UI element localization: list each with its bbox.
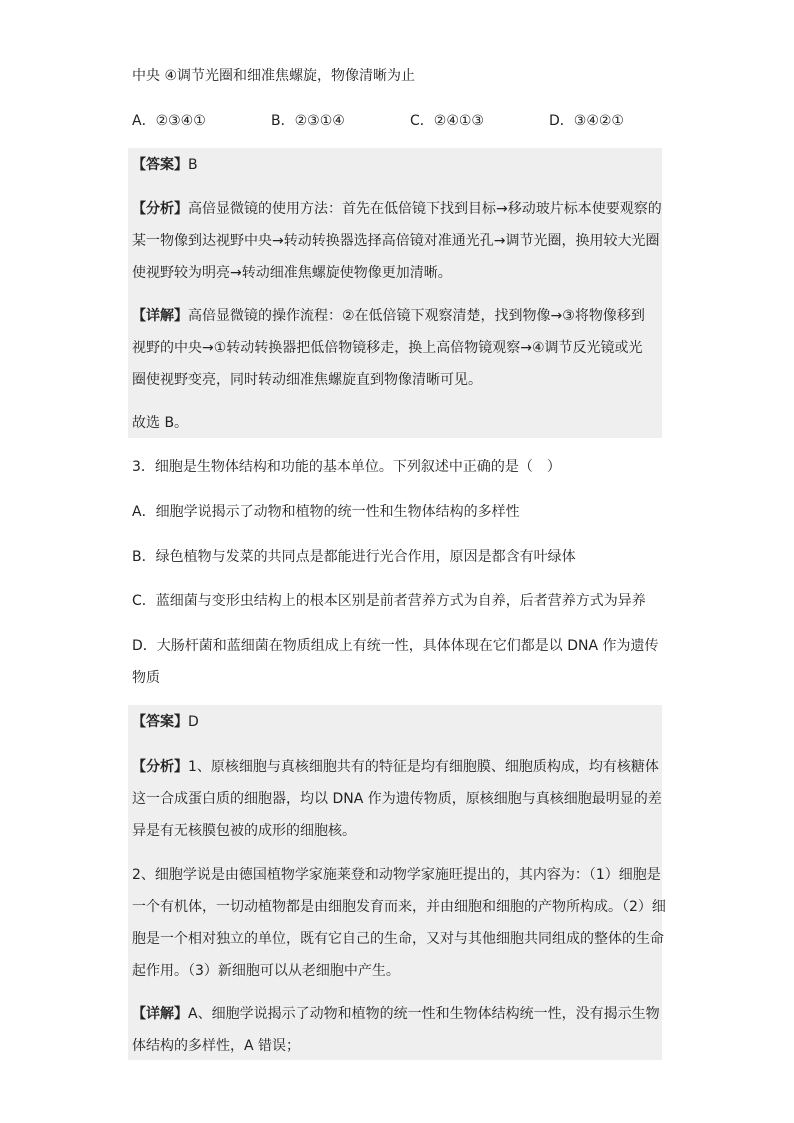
q3-stem: 3．细胞是生物体结构和功能的基本单位。下列叙述中正确的是（ ） [132,459,561,475]
detail-tag: 【详解】 [132,1006,188,1022]
q2-analysis-line-1 [132,199,662,219]
q2-option-a: A．②③④① [132,113,206,129]
q2-detail-line-3: 圈使视野变亮，同时转动细准焦螺旋直到物像清晰可见。 [132,372,482,388]
q2-stem-tail: 中央 ④调节光圈和细准焦螺旋，物像清晰为止 [132,68,415,84]
q2-option-d: D．③④②① [549,113,624,129]
answer-value: D [188,714,199,730]
q3-option-a: A．细胞学说揭示了动物和植物的统一性和生物体结构的多样性 [132,504,520,520]
q3-detail-line-1 [132,1004,660,1024]
q3-option-d-cont: 物质 [132,670,160,686]
q2-detail-line-1 [132,306,645,326]
q3-option-c: C．蓝细菌与变形虫结构上的根本区别是前者营养方式为自养，后者营养方式为异养 [132,593,646,609]
q2-analysis-line-3: 使视野较为明亮→转动细准焦螺旋使物像更加清晰。 [132,265,452,281]
q3-analysis-p2-line-3: 胞是一个相对独立的单位，既有它自己的生命，又对与其他细胞共同组成的整体的生命 [132,931,664,947]
analysis-tag: 【分析】 [132,201,188,217]
q3-answer [132,712,199,732]
analysis-text: 高倍显微镜的使用方法：首先在低倍镜下找到目标→移动玻片标本使要观察的 [188,201,662,217]
q3-analysis-line-3: 异是有无核膜包被的成形的细胞核。 [132,823,356,839]
q2-option-c: C．②④①③ [410,113,484,129]
q2-conclusion: 故选 B。 [132,415,189,431]
answer-tag: 【答案】 [132,157,188,173]
q3-analysis-line-2: 这一合成蛋白质的细胞器，均以 DNA 作为遗传物质，原核细胞与真核细胞最明显的差 [132,791,662,807]
q3-option-b: B．绿色植物与发菜的共同点是都能进行光合作用，原因是都含有叶绿体 [132,549,576,565]
answer-block-q2 [128,148,662,438]
detail-text: 高倍显微镜的操作流程：②在低倍镜下观察清楚，找到物像→③将物像移到 [188,308,645,324]
answer-tag: 【答案】 [132,714,188,730]
q2-analysis-line-2: 某一物像到达视野中央→转动转换器选择高倍镜对准通光孔→调节光圈，换用较大光圈 [132,233,660,249]
q2-answer [132,155,198,175]
q3-analysis-p2-line-2: 一个有机体，一切动植物都是由细胞发育而来，并由细胞和细胞的产物所构成。（2）细 [132,899,666,915]
q3-analysis-p2-line-1: 2、细胞学说是由德国植物学家施莱登和动物学家施旺提出的，其内容为：（1）细胞是 [132,867,661,883]
detail-text: A、细胞学说揭示了动物和植物的统一性和生物体结构统一性，没有揭示生物 [188,1006,660,1022]
q3-analysis-line-1 [132,757,659,777]
answer-value: B [188,157,198,173]
q2-detail-line-2: 视野的中央→①转动转换器把低倍物镜移走，换上高倍物镜观察→④调节反光镜或光 [132,340,643,356]
analysis-text: 1、原核细胞与真核细胞共有的特征是均有细胞膜、细胞质构成，均有核糖体 [188,759,659,775]
detail-tag: 【详解】 [132,308,188,324]
q2-option-b: B．②③①④ [271,113,345,129]
q3-analysis-p2-line-4: 起作用。（3）新细胞可以从老细胞中产生。 [132,963,400,979]
q3-detail-line-2: 体结构的多样性，A 错误； [132,1038,301,1054]
analysis-tag: 【分析】 [132,759,188,775]
q3-option-d: D．大肠杆菌和蓝细菌在物质组成上有统一性，具体体现在它们都是以 DNA 作为遗传 [132,638,659,654]
